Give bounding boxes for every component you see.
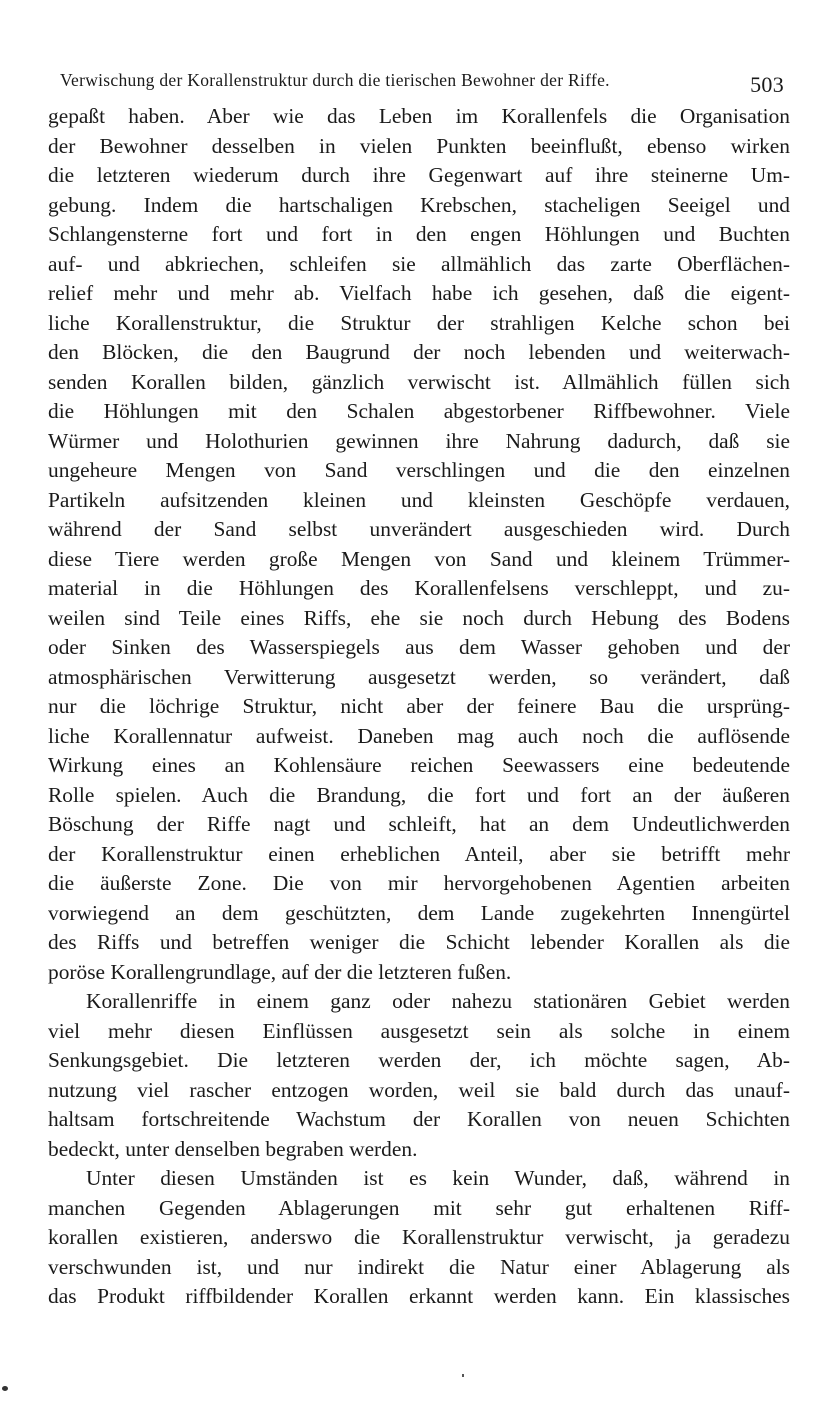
- text-line: das Produkt riffbildender Korallen erkannt werden kann. Ein klassisches: [48, 1284, 790, 1308]
- text-line: den Blöcken, die den Baugrund der noch lebenden und weiterwach-: [48, 340, 790, 364]
- text-line: verschwunden ist, und nur indirekt die Natur einer Ablagerung als: [48, 1254, 790, 1279]
- body-text: [48, 102, 790, 1312]
- text-line: korallen existieren, anderswo die Korallenstruktur verwischt, ja geradezu: [48, 1225, 790, 1249]
- text-line: Würmer und Holothurien gewinnen ihre Nahrung dadurch, daß sie: [48, 428, 790, 453]
- text-line: atmosphärischen Verwitterung ausgesetzt werden, so verändert, daß: [48, 664, 790, 689]
- text-line: die Höhlungen mit den Schalen abgestorbener Riffbewohner. Viele: [48, 399, 790, 423]
- text-line: Böschung der Riffe nagt und schleift, hat an dem Undeutlichwerden: [48, 812, 790, 836]
- text-line: relief mehr und mehr ab. Vielfach habe ich gesehen, daß die eigent-: [48, 281, 790, 305]
- text-line-paragraph-start: Korallenriffe in einem ganz oder nahezu stationären Gebiet werden: [86, 989, 790, 1013]
- text-line: oder Sinken des Wasserspiegels aus dem Wasser gehoben und der: [48, 635, 790, 659]
- text-line: Senkungsgebiet. Die letzteren werden der, ich möchte sagen, Ab-: [48, 1048, 790, 1072]
- text-line: liche Korallenstruktur, die Struktur der strahligen Kelche schon bei: [48, 310, 790, 335]
- text-line: haltsam fortschreitende Wachstum der Korallen von neuen Schichten: [48, 1107, 790, 1131]
- text-line: die letzteren wiederum durch ihre Gegenwart auf ihre steinerne Um-: [48, 163, 790, 187]
- text-line: Schlangensterne fort und fort in den engen Höhlungen und Buchten: [48, 222, 790, 246]
- scan-speck: [2, 1386, 8, 1391]
- text-line: Rolle spielen. Auch die Brandung, die fort und fort an der äußeren: [48, 782, 790, 807]
- text-line: während der Sand selbst unverändert ausgeschieden wird. Durch: [48, 517, 790, 541]
- text-line: nur die löchrige Struktur, nicht aber der feinere Bau die ursprüng-: [48, 694, 790, 718]
- running-title: Verwischung der Korallenstruktur durch die tierischen Bewohner der Riffe.: [60, 70, 610, 90]
- text-line: ungeheure Mengen von Sand verschlingen und die den einzelnen: [48, 458, 790, 482]
- text-line: liche Korallennatur aufweist. Daneben mag auch noch die auflösende: [48, 723, 790, 748]
- book-page: [48, 68, 790, 1312]
- text-line-paragraph-end: poröse Korallengrundlage, auf der die letzteren fußen.: [48, 959, 512, 984]
- text-line: material in die Höhlungen des Korallenfelsens verschleppt, und zu-: [48, 576, 790, 600]
- text-line: viel mehr diesen Einflüssen ausgesetzt sein als solche in einem: [48, 1018, 790, 1043]
- text-line: auf- und abkriechen, schleifen sie allmählich das zarte Oberflächen-: [48, 251, 790, 276]
- text-line: weilen sind Teile eines Riffs, ehe sie noch durch Hebung des Bodens: [48, 605, 790, 630]
- text-line: die äußerste Zone. Die von mir hervorgehobenen Agentien arbeiten: [48, 871, 790, 895]
- text-line: nutzung viel rascher entzogen worden, weil sie bald durch das unauf-: [48, 1077, 790, 1102]
- text-line: manchen Gegenden Ablagerungen mit sehr gut erhaltenen Riff-: [48, 1195, 790, 1220]
- running-head: [48, 68, 790, 102]
- text-line: des Riffs und betreffen weniger die Schicht lebender Korallen als die: [48, 930, 790, 954]
- text-line: diese Tiere werden große Mengen von Sand und kleinem Trümmer-: [48, 546, 790, 571]
- scan-speck: [462, 1374, 464, 1377]
- text-line: senden Korallen bilden, gänzlich verwischt ist. Allmählich füllen sich: [48, 369, 790, 394]
- text-line: der Bewohner desselben in vielen Punkten beeinflußt, ebenso wirken: [48, 133, 790, 158]
- page-number: 503: [750, 72, 784, 97]
- text-line-paragraph-start: Unter diesen Umständen ist es kein Wunder, daß, während in: [86, 1166, 790, 1190]
- text-line: der Korallenstruktur einen erheblichen Anteil, aber sie betrifft mehr: [48, 841, 790, 866]
- text-line-paragraph-end: bedeckt, unter denselben begraben werden.: [48, 1136, 418, 1161]
- text-line: Partikeln aufsitzenden kleinen und kleinsten Geschöpfe verdauen,: [48, 487, 790, 512]
- text-line: gebung. Indem die hartschaligen Krebschen, stacheligen Seeigel und: [48, 192, 790, 217]
- text-line: vorwiegend an dem geschützten, dem Lande zugekehrten Innengürtel: [48, 900, 790, 925]
- text-line: Wirkung eines an Kohlensäure reichen Seewassers eine bedeutende: [48, 753, 790, 777]
- text-line: gepaßt haben. Aber wie das Leben im Korallenfels die Organisation: [48, 104, 790, 128]
